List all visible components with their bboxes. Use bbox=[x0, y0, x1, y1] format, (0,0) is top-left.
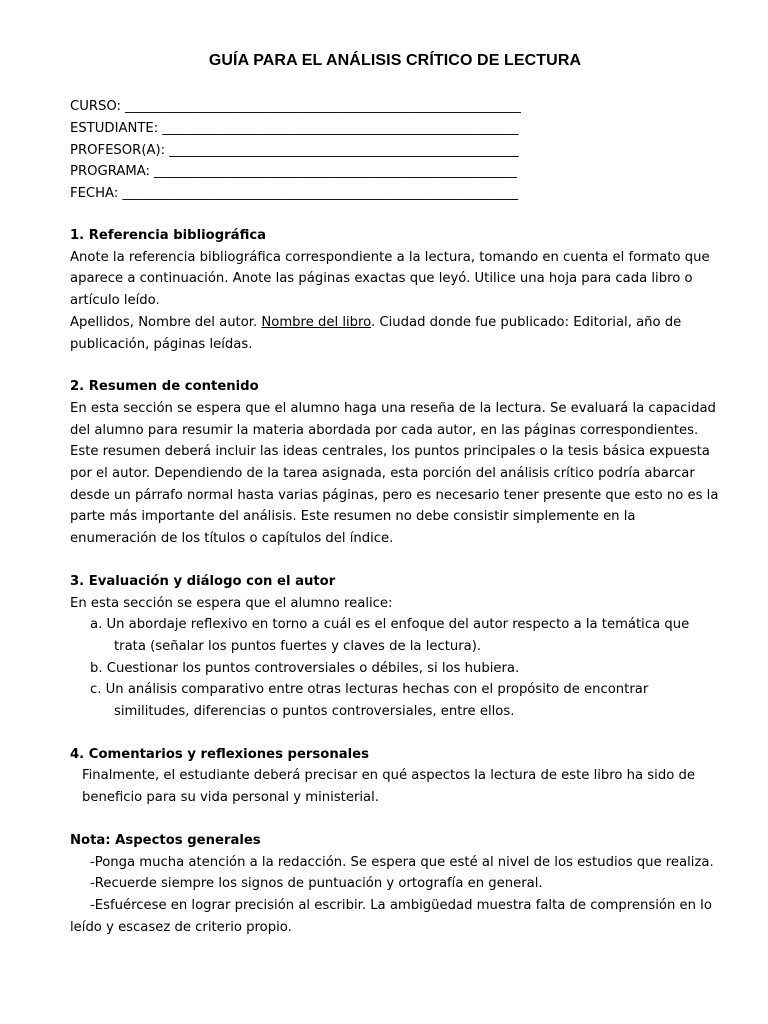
section-evaluacion bbox=[70, 571, 720, 723]
list-item: -Ponga mucha atención a la redacción. Se espera que esté al nivel de los estudios que realiza. bbox=[90, 854, 714, 870]
section-heading: 4. Comentarios y reflexiones personales bbox=[70, 746, 369, 762]
section-body: Anote la referencia bibliográfica correspondiente a la lectura, tomando en cuenta el formato que aparece a continuación. Anote las páginas exactas que leyó. Utilice una hoja para cada libro o artículo leído. bbox=[70, 249, 710, 309]
section-referencia bbox=[70, 225, 720, 355]
section-body: Finalmente, el estudiante deberá precisar en qué aspectos la lectura de este libro ha sido de beneficio para su vida personal y ministerial. bbox=[82, 768, 695, 806]
section-nota bbox=[70, 830, 720, 939]
section-body: En esta sección se espera que el alumno haga una reseña de la lectura. Se evaluará la capacidad del alumno para resumir la materia abordada por cada autor, en las páginas correspondientes. Este resumen deberá incluir las ideas centrales, los puntos principales o la tesis básica expuesta por el autor. Dependiendo de la tarea asignada, esta porción del análisis crítico podría abarcar desde un párrafo normal hasta varias páginas, pero es necesario tener presente que esto no es la parte más importante del análisis. Este resumen no debe consistir simplemente en la enumeración de los títulos o capítulos del índice. bbox=[70, 400, 719, 547]
field-profesor: PROFESOR(A): _____________________________________________________ bbox=[70, 142, 519, 158]
section-intro: En esta sección se espera que el alumno realice: bbox=[70, 595, 393, 611]
field-fecha: FECHA: ____________________________________________________________ bbox=[70, 186, 519, 202]
section-heading: Nota: Aspectos generales bbox=[70, 832, 261, 848]
section-heading: 1. Referencia bibliográfica bbox=[70, 227, 267, 243]
section-heading: 3. Evaluación y diálogo con el autor bbox=[70, 573, 336, 589]
list-item: b. Cuestionar los puntos controversiales o débiles, si los hubiera. bbox=[90, 660, 520, 676]
list-item: c. Un análisis comparativo entre otras lecturas hechas con el propósito de encontrar similitudes, diferencias o puntos controversiales, entre ellos. bbox=[90, 682, 649, 720]
list-item: -Recuerde siempre los signos de puntuación y ortografía en general. bbox=[90, 876, 543, 892]
section-comentarios bbox=[70, 744, 720, 809]
list-item: -Esfuércese en lograr precisión al escribir. La ambigüedad muestra falta de comprensión en lo leído y escasez de criterio propio. bbox=[70, 897, 712, 935]
header-fields bbox=[70, 96, 720, 205]
page-title: GUÍA PARA EL ANÁLISIS CRÍTICO DE LECTURA bbox=[208, 52, 582, 69]
reference-format bbox=[70, 312, 720, 355]
document-page bbox=[70, 52, 720, 959]
section-heading: 2. Resumen de contenido bbox=[70, 379, 259, 395]
format-author: Apellidos, Nombre del autor. bbox=[70, 314, 262, 330]
format-book-title: Nombre del libro bbox=[261, 314, 372, 330]
field-curso: CURSO: ____________________________________________________________ bbox=[70, 99, 521, 114]
field-estudiante: ESTUDIANTE: ______________________________________________________ bbox=[70, 120, 519, 136]
field-programa: PROGRAMA: _______________________________________________________ bbox=[70, 164, 517, 180]
format-rest: . Ciudad donde fue publicado: Editorial, año de publicación, páginas leídas. bbox=[70, 314, 682, 352]
list-item: a. Un abordaje reflexivo en torno a cuál es el enfoque del autor respecto a la temática que trata (señalar los puntos fuertes y claves de la lectura). bbox=[90, 617, 690, 654]
section-resumen bbox=[70, 376, 720, 550]
